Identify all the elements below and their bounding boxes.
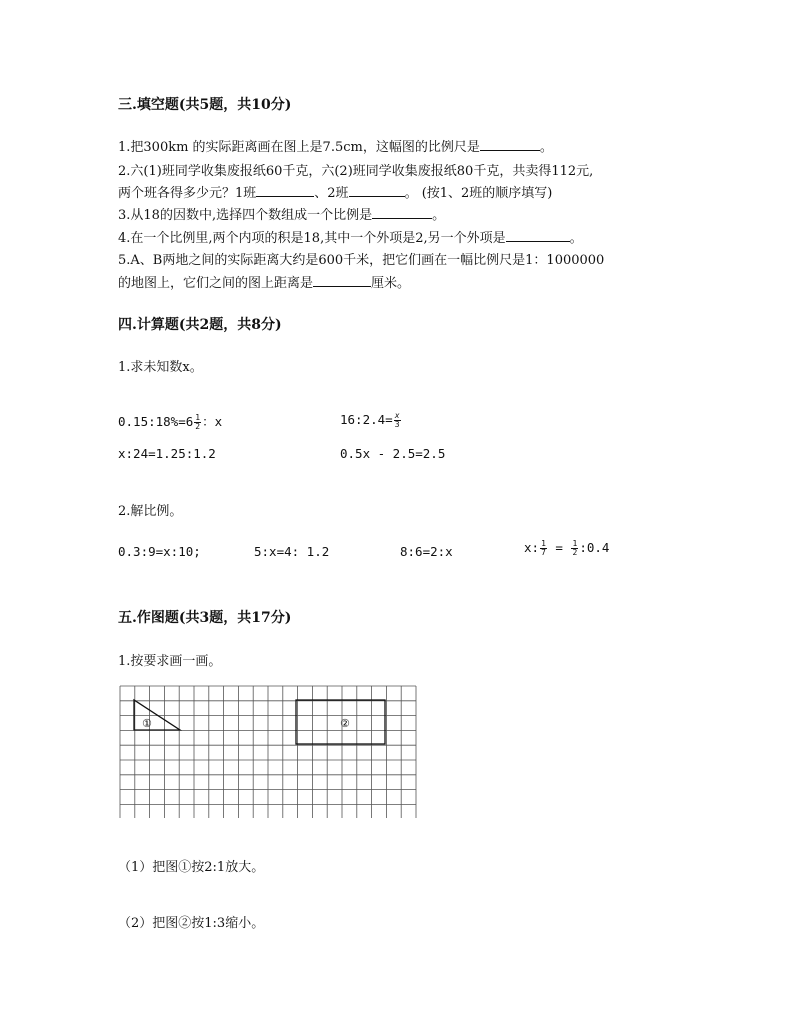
proportion-2: 5:x=4: 1.2 [254, 544, 330, 559]
section4-heading: 四.计算题(共2题，共8分) [118, 317, 282, 333]
fraction: $\frac{x}{3}$ [394, 411, 400, 429]
equation-1: 0.15:18%=6 $\frac{1}{2}$ ：x [118, 413, 223, 431]
section5-heading: 五.作图题(共3题，共17分) [118, 610, 292, 626]
triangle-shape [134, 700, 180, 730]
rectangle-label: ② [340, 717, 350, 730]
section3-heading: 三.填空题(共5题，共10分) [118, 97, 292, 113]
equation-4: 0.5x - 2.5=2.5 [340, 446, 446, 461]
calc-question-1: 1.求未知数x。 [118, 360, 203, 375]
answer-blank[interactable] [256, 195, 314, 197]
fill-question-2-line2: 两个班各得多少元？1班 、2班 。 (按1、2班的顺序填写) [118, 186, 553, 201]
calc-question-2: 2.解比例。 [118, 504, 183, 519]
answer-blank[interactable] [506, 240, 570, 242]
proportion-3: 8:6=2:x [400, 544, 453, 559]
fraction: $\frac{1}{2}$ [195, 413, 201, 431]
proportion-4: x: $\frac{1}{7}$ = $\frac{1}{2}$ :0.4 [524, 539, 610, 557]
fill-question-2: 2.六(1)班同学收集废报纸60千克，六(2)班同学收集废报纸80千克，共卖得112元, [118, 164, 594, 179]
fraction: $\frac{1}{2}$ [572, 539, 578, 557]
answer-blank[interactable] [313, 285, 371, 287]
fill-question-3: 3.从18的因数中,选择四个数组成一个比例是 。 [118, 208, 446, 223]
fill-question-5-line2: 的地图上，它们之间的图上距离是 厘米。 [118, 276, 411, 291]
fraction: $\frac{1}{7}$ [541, 539, 546, 557]
answer-blank[interactable] [349, 195, 405, 197]
answer-blank[interactable] [372, 217, 432, 219]
equation-3: x:24=1.25:1.2 [118, 446, 216, 461]
grid-lines [120, 686, 416, 818]
fill-question-4: 4.在一个比例里,两个内项的积是18,其中一个外项是2,另一个外项是 。 [118, 231, 583, 246]
draw-subquestion-1: （1）把图①按2:1放大。 [118, 860, 265, 875]
fill-question-5: 5.A、B两地之间的实际距离大约是600千米，把它们画在一幅比例尺是1：1000000 [118, 253, 605, 268]
draw-question-1: 1.按要求画一画。 [118, 654, 222, 669]
proportion-1: 0.3:9=x:10; [118, 544, 201, 559]
equation-2: 16:2.4= $\frac{x}{3}$ [340, 411, 400, 429]
triangle-label: ① [142, 717, 152, 730]
answer-blank[interactable] [480, 149, 540, 151]
fill-question-1: 1.把300km 的实际距离画在图上是7.5cm，这幅图的比例尺是 。 [118, 140, 553, 155]
draw-subquestion-2: （2）把图②按1:3缩小。 [118, 916, 265, 931]
grid-figure [118, 684, 418, 818]
